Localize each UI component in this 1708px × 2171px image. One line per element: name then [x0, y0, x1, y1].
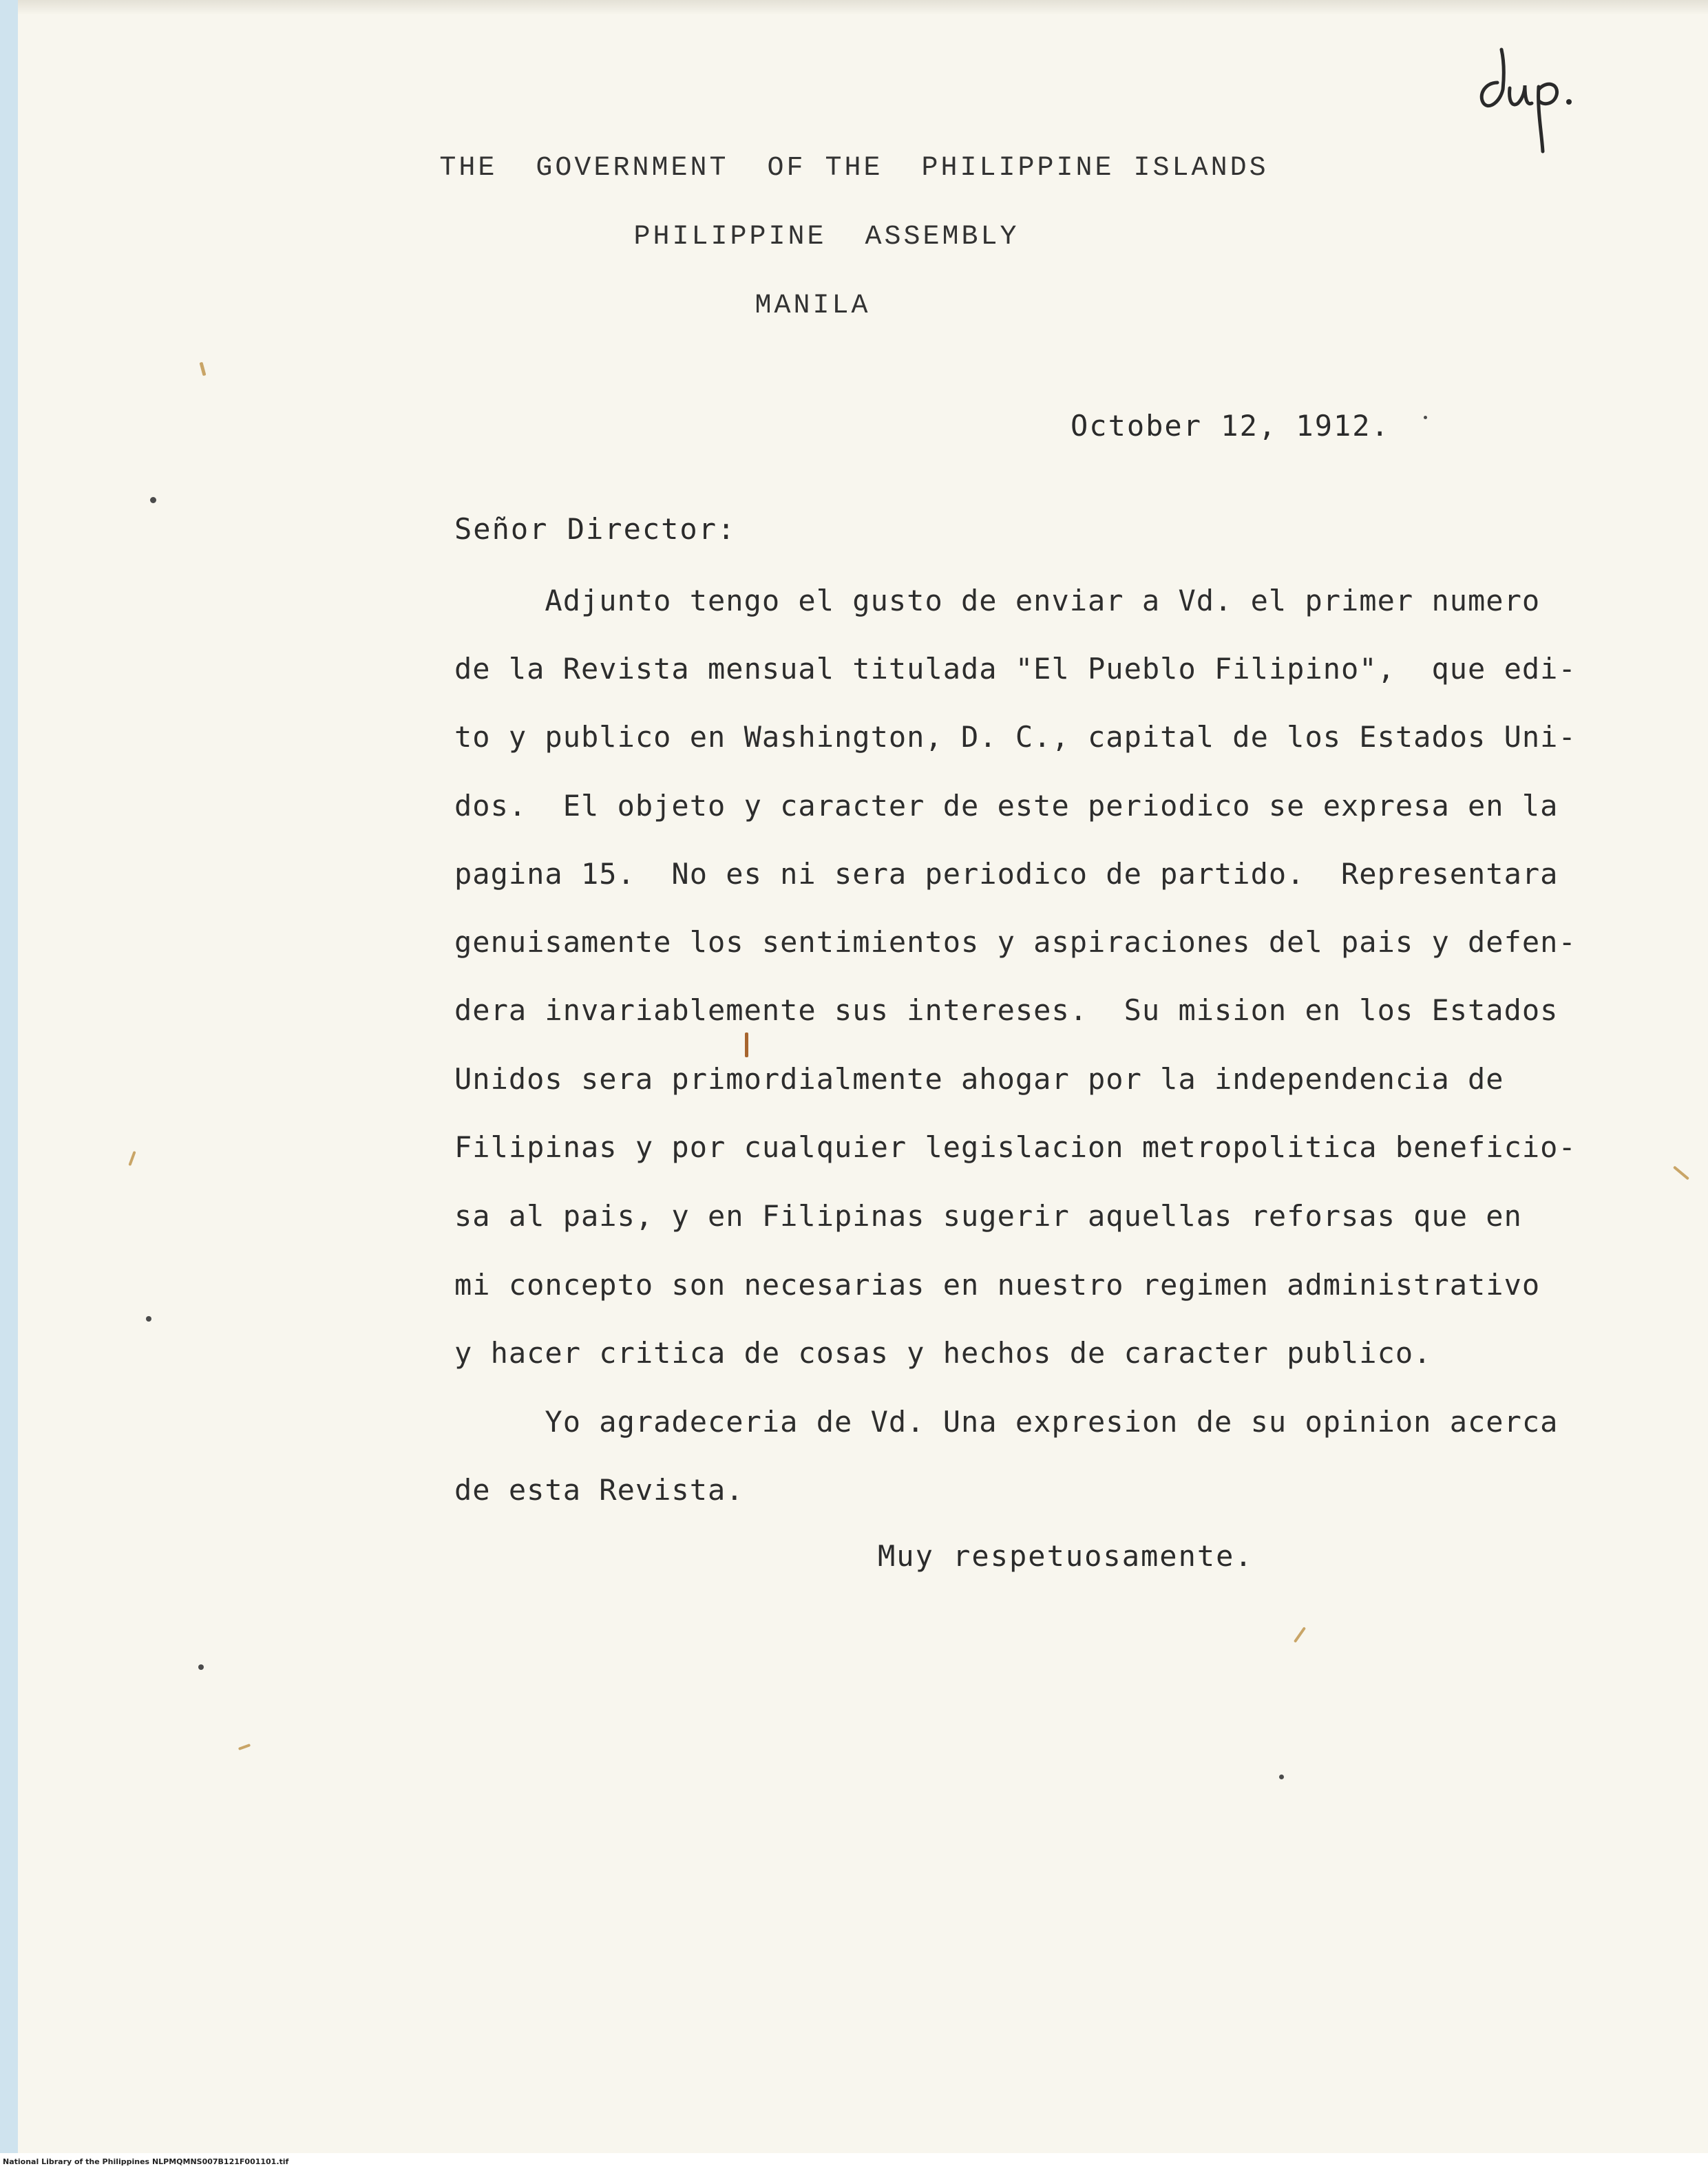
body-line: sa al pais, y en Filipinas sugerir aquellas reforsas que en: [454, 1199, 1522, 1233]
body-line: de la Revista mensual titulada "El Pueblo Filipino", que edi-: [454, 652, 1577, 686]
body-line: mi concepto son necesarias en nuestro regimen administrativo: [454, 1268, 1541, 1302]
scan-left-edge: [0, 0, 18, 2171]
scan-top-edge: [0, 0, 1708, 15]
letter-date: October 12, 1912.: [1071, 409, 1390, 443]
letterhead-city: MANILA: [755, 290, 871, 321]
paper-fiber: [1673, 1165, 1689, 1180]
letterhead-government: THE GOVERNMENT OF THE PHILIPPINE ISLANDS: [439, 153, 1269, 184]
paper-fiber: [128, 1151, 136, 1166]
body-line: de esta Revista.: [454, 1473, 744, 1507]
body-line: Yo agradeceria de Vd. Una expresion de su opinion acerca: [454, 1405, 1559, 1439]
paper-fiber: [199, 362, 206, 377]
body-line: Filipinas y por cualquier legislacion metropolitica beneficio-: [454, 1130, 1577, 1164]
paper-speck: [146, 1316, 151, 1322]
letterhead-assembly: PHILIPPINE ASSEMBLY: [633, 222, 1020, 253]
paper-fiber: [1294, 1627, 1306, 1643]
paper-speck: [1424, 416, 1427, 419]
body-line: to y publico en Washington, D. C., capital de los Estados Uni-: [454, 720, 1577, 754]
paper-speck: [1279, 1775, 1284, 1779]
body-line: dera invariablemente sus intereses. Su mision en los Estados: [454, 993, 1559, 1027]
paper-speck: [150, 497, 156, 503]
paper-fiber: [238, 1744, 251, 1750]
body-line: genuisamente los sentimientos y aspiraciones del pais y defen-: [454, 925, 1577, 959]
paper-speck: [198, 1664, 204, 1670]
paper-fiber: [745, 1032, 748, 1057]
body-line: dos. El objeto y caracter de este periodico se expresa en la: [454, 789, 1559, 823]
body-line: y hacer critica de cosas y hechos de caracter publico.: [454, 1336, 1432, 1370]
salutation: Señor Director:: [454, 512, 737, 546]
closing: Muy respetuosamente.: [878, 1539, 1254, 1573]
handwritten-dup-annotation: [1470, 34, 1580, 158]
scan-footer-label: National Library of the Philippines NLPMQMNS007B121F001101.tif: [3, 2157, 289, 2166]
body-line: Unidos sera primordialmente ahogar por la independencia de: [454, 1062, 1504, 1096]
body-line: pagina 15. No es ni sera periodico de partido. Representara: [454, 857, 1559, 891]
body-line: Adjunto tengo el gusto de enviar a Vd. el primer numero: [454, 584, 1541, 617]
